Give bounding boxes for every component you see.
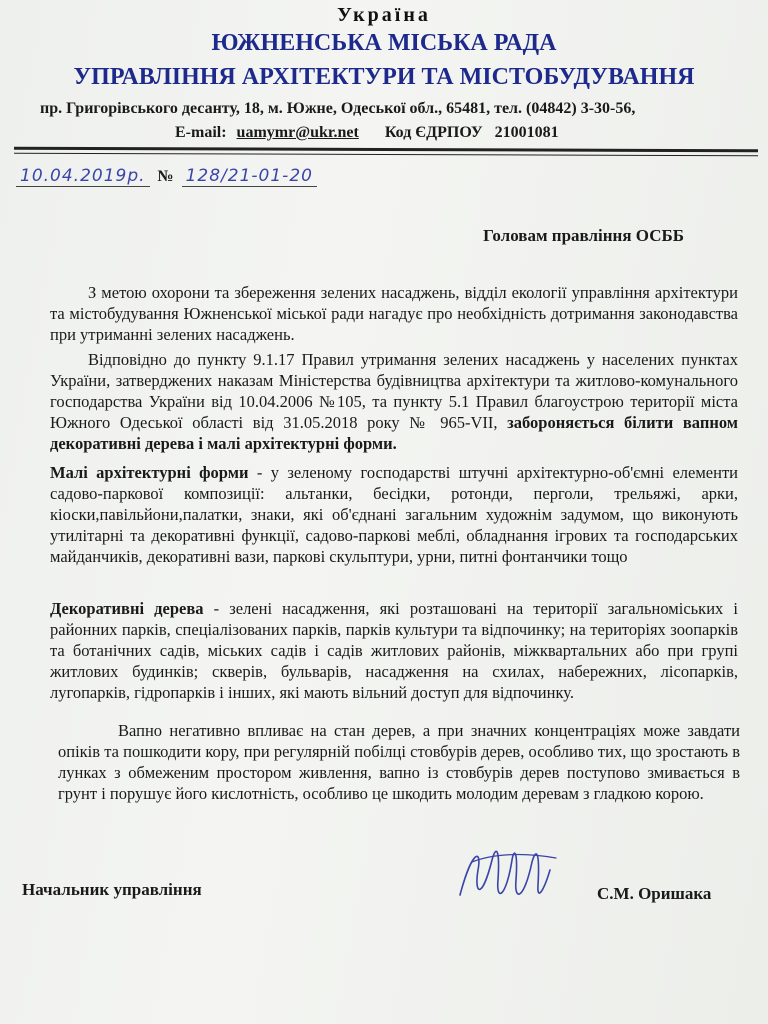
letterhead-department: УПРАВЛІННЯ АРХІТЕКТУРИ ТА МІСТОБУДУВАННЯ	[73, 64, 695, 90]
small-forms-term: Малі архітектурні форми	[50, 463, 249, 482]
registration-number: 128/21-01-20	[182, 166, 317, 187]
small-forms-definition: - у зеленому господарстві штучні архітектурно-об'ємні елементи садово-паркової композиції: альтанки, бесідки, ротонди, перголи, трельяжі, арки, кіоски,павільйони,палатки, знаки, які об'єднані загальним художнім задумом, що виконують утилітарні та декоративні функції, садово-паркові меблі, обладнання ігрових та господарських майданчиків, декоративні вази, паркові скульптури, урни, питні фонтанчики тощо	[50, 463, 739, 566]
paragraph-legal-basis	[50, 349, 738, 454]
paragraph-decorative-trees	[50, 598, 738, 703]
edrpou-label: Код ЄДРПОУ	[384, 124, 483, 141]
signer-name: С.М. Оришака	[597, 884, 712, 903]
handwritten-signature	[452, 840, 582, 910]
letterhead-country: Україна	[337, 4, 431, 26]
registration-date: 10.04.2019р.	[16, 166, 150, 187]
decorative-trees-definition: - зелені насадження, які розташовані на території загальноміських і районних парків, спеціалізованих парків, парків культури та відпочинку; на територіях зоопарків та ботанічних садів, міських садів і садів житлових районів, міжквартальних або при групі житлових будинків; скверів, бульварів, насадження на схилах, набережних, лісопарків, лугопарків, гідропарків і інших, які мають вільний доступ для відпочинку.	[50, 599, 738, 702]
letterhead-address: пр. Григорівського десанту, 18, м. Южне, Одеської обл., 65481, тел. (04842) 3-30-56,	[40, 100, 636, 117]
addressee: Головам правління ОСББ	[483, 226, 684, 245]
decorative-trees-term: Декоративні дерева	[50, 599, 204, 618]
email-label: E-mail:	[175, 124, 227, 141]
paragraph-lime-effects: Вапно негативно впливає на стан дерев, а при значних концентраціях може завдати опіків та пошкодити кору, при регулярній побілці стовбурів дерев, особливо тих, що зростають в лунках з обмеженим простором живлення, вапно із стовбурів дерев поступово змивається в грунт і порушує його кислотність, особливо це шкодить молодим деревам з гладкою корою.	[58, 721, 740, 803]
letterhead-council: ЮЖНЕНСЬКА МІСЬКА РАДА	[211, 30, 557, 56]
letterhead-contacts	[175, 124, 559, 142]
letterhead-rule-thick	[14, 147, 758, 153]
legal-basis-text: Відповідно до пункту 9.1.17 Правил утримання зелених насаджень у населених пунктах України, затверджених наказам Міністерства будівництва архітектури та житлово-комунального господарства України від 10.04.2006 №105, та пункту 5.1 Правил благоустрою території міста Южного Одеської області від 31.05.2018 року № 965-VII,	[50, 350, 738, 432]
edrpou-code: 21001081	[494, 124, 559, 141]
prohibition-text: забороняється білити вапном декоративні дерева і малі архітектурні форми.	[50, 413, 739, 453]
paragraph-small-forms	[50, 462, 738, 567]
signatory-position: Начальник управління	[22, 880, 202, 899]
registration-line	[16, 166, 317, 187]
email-link[interactable]: uamymr@ukr.net	[236, 124, 359, 141]
paragraph-intro: З метою охорони та збереження зелених насаджень, відділ екології управління архітектури та містобудування Южненської міської ради нагадує про необхідність дотримання законодавства при утриманні зелених насаджень.	[50, 283, 738, 344]
registration-number-sign: №	[157, 168, 174, 185]
letterhead-rule-thin	[14, 153, 758, 157]
